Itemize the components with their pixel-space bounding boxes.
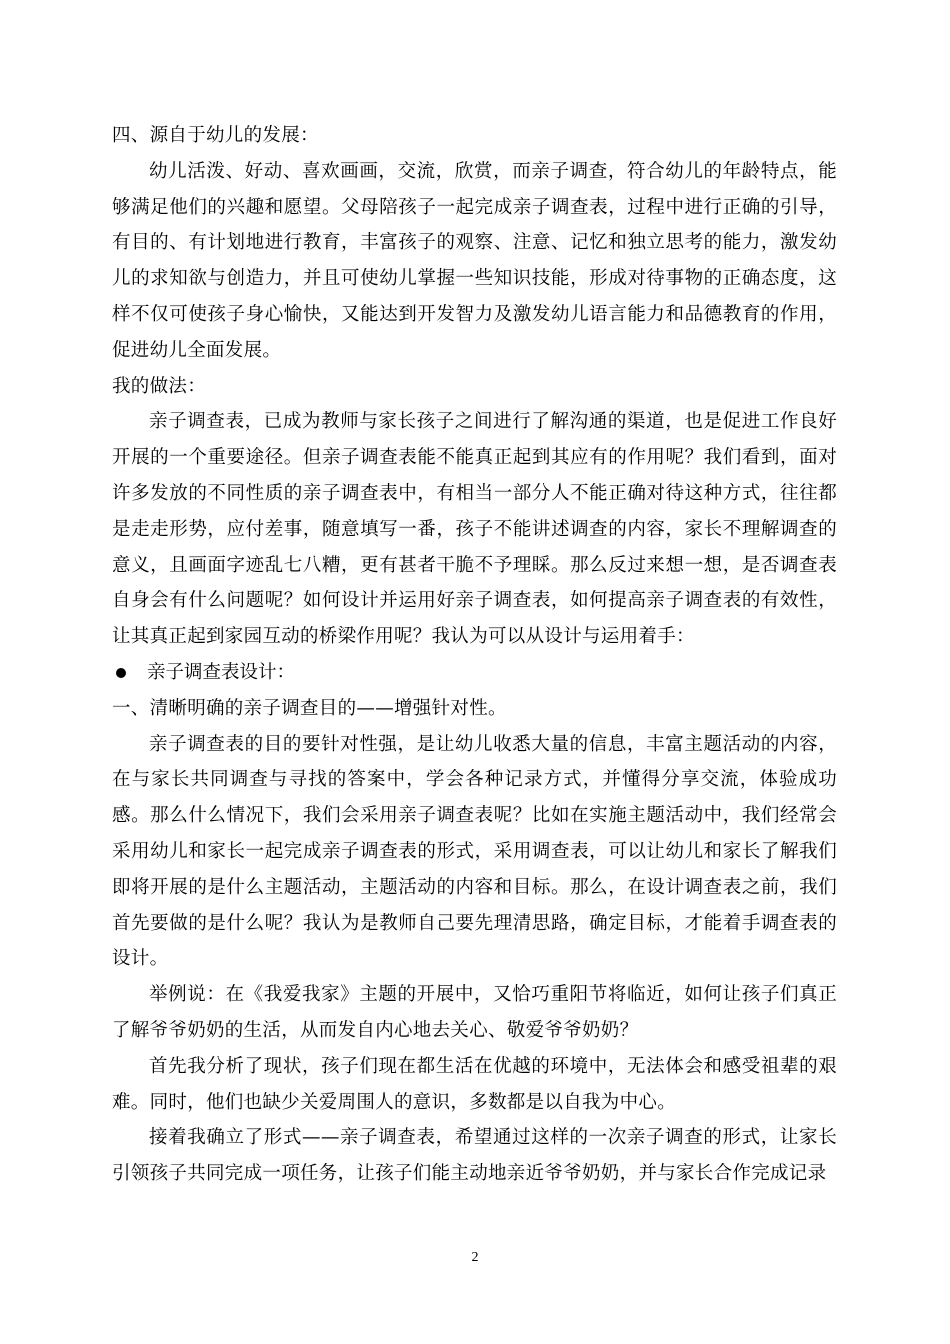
paragraph-survey-purpose: 亲子调查表的目的要针对性强，是让幼儿收悉大量的信息，丰富主题活动的内容，在与家长共同调查与寻找的答案中，学会各种记录方式，并懂得分享交流，体验成功感。那么什么情况下，我们会采用亲子调查表呢？比如在实施主题活动中，我们经常会采用幼儿和家长一起完成亲子调查表的形式，采用调查表，可以让幼儿和家长了解我们即将开展的是什么主题活动，主题活动的内容和目标。那么，在设计调查表之前，我们首先要做的是什么呢？我认为是教师自己要先理清思路，确定目标，才能着手调查表的设计。 bbox=[112, 733, 837, 970]
paragraph-example: 举例说：在《我爱我家》主题的开展中，又恰巧重阳节将临近，如何让孩子们真正了解爷爷奶奶的生活，从而发自内心地去关心、敬爱爷爷奶奶？ bbox=[112, 984, 837, 1041]
bullet-survey-design bbox=[112, 655, 837, 691]
section-heading-four: 四、源自于幼儿的发展： bbox=[112, 125, 319, 146]
section-heading-my-approach: 我的做法： bbox=[112, 375, 207, 397]
page-body bbox=[112, 118, 837, 1192]
bullet-icon bbox=[116, 668, 126, 678]
section-heading-one: 一、清晰明确的亲子调查目的——增强针对性。 bbox=[112, 697, 507, 719]
paragraph-survey-role: 亲子调查表，已成为教师与家长孩子之间进行了解沟通的渠道，也是促进工作良好开展的一个重要途径。但亲子调查表能不能真正起到其应有的作用呢？我们看到，面对许多发放的不同性质的亲子调查表中，有相当一部分人不能正确对待这种方式，往往都是走走形势，应付差事，随意填写一番，孩子不能讲述调查的内容，家长不理解调查的意义，且画面字迹乱七八糟，更有甚者干脆不予理睬。那么反过来想一想，是否调查表自身会有什么问题呢？如何设计并运用好亲子调查表，如何提高亲子调查表的有效性，让其真正起到家园互动的桥梁作用呢？我认为可以从设计与运用着手： bbox=[112, 411, 837, 648]
paragraph-child-development: 幼儿活泼、好动、喜欢画画，交流，欣赏，而亲子调查，符合幼儿的年龄特点，能够满足他们的兴趣和愿望。父母陪孩子一起完成亲子调查表，过程中进行正确的引导，有目的、有计划地进行教育，丰富孩子的观察、注意、记忆和独立思考的能力，激发幼儿的求知欲与创造力，并且可使幼儿掌握一些知识技能，形成对待事物的正确态度，这样不仅可使孩子身心愉快，又能达到开发智力及激发幼儿语言能力和品德教育的作用，促进幼儿全面发展。 bbox=[112, 160, 837, 361]
page-number: 2 bbox=[471, 1250, 479, 1265]
bullet-survey-design-label: 亲子调查表设计： bbox=[147, 661, 296, 683]
paragraph-analysis: 首先我分析了现状，孩子们现在都生活在优越的环境中，无法体会和感受祖辈的艰难。同时，他们也缺少关爱周围人的意识，多数都是以自我为中心。 bbox=[112, 1055, 837, 1113]
paragraph-form: 接着我确立了形式——亲子调查表，希望通过这样的一次亲子调查的形式，让家长引领孩子共同完成一项任务，让孩子们能主动地亲近爷爷奶奶，并与家长合作完成记录 bbox=[112, 1127, 837, 1185]
